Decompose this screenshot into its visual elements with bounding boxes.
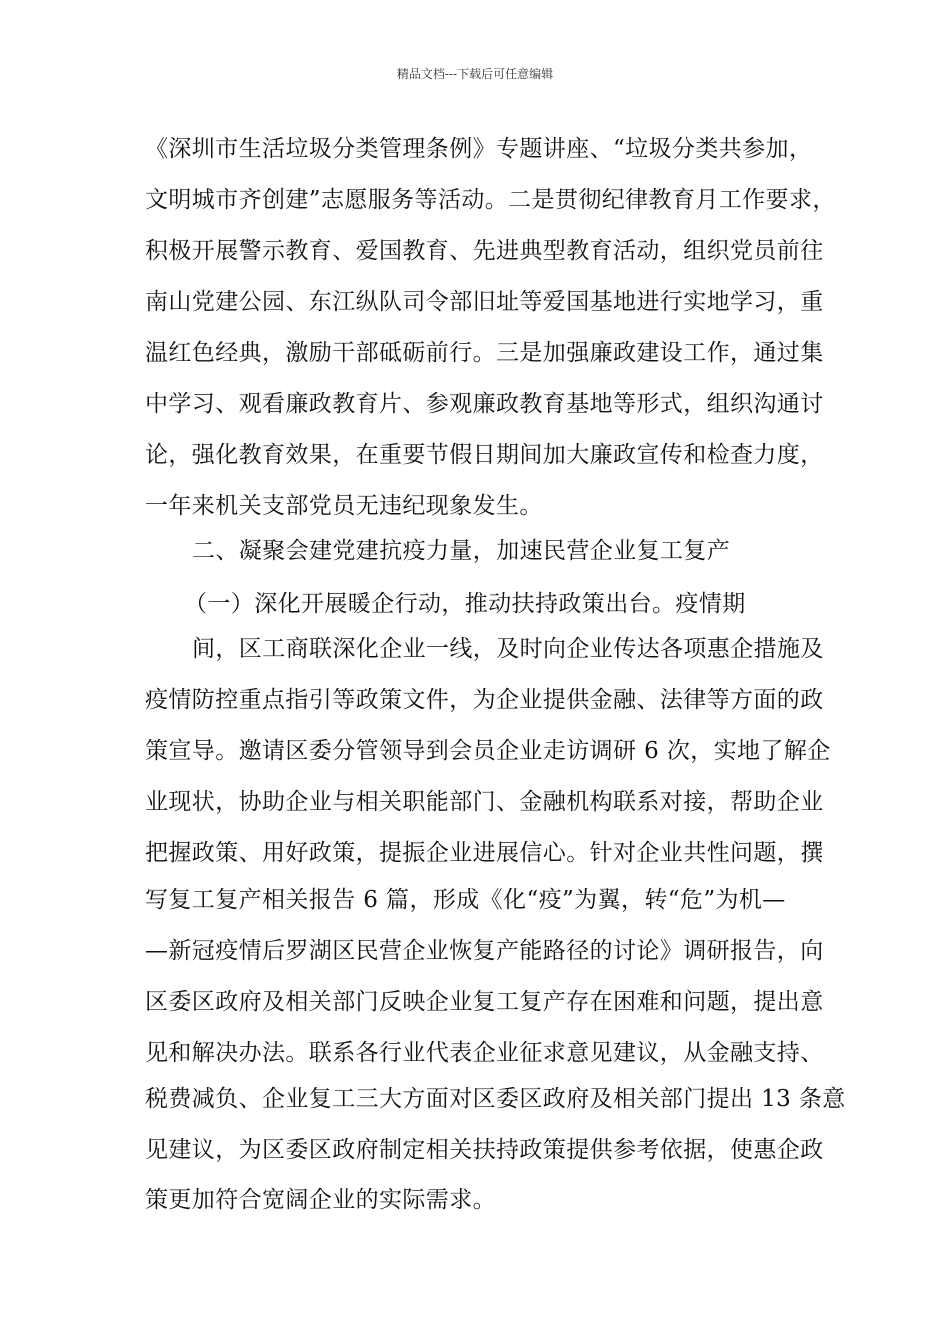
subsection-heading: （一）深化开展暖企行动，推动扶持政策出台。疫情期 [184,591,746,617]
body-line: 见和解决办法。联系各行业代表企业征求意见建议，从金融支持、 [145,1040,824,1066]
body-line: 南山党建公园、东江纵队司令部旧址等爱国基地进行实地学习，重 [145,289,824,315]
body-line: 把握政策、用好政策，提振企业进展信心。针对企业共性问题，撰 [145,840,824,866]
body-line: 策宣导。邀请区委分管领导到会员企业走访调研 6 次，实地了解企 [145,738,831,764]
body-line: 疫情防控重点指引等政策文件，为企业提供金融、法律等方面的政 [145,687,824,713]
body-line: —新冠疫情后罗湖区民营企业恢复产能路径的讨论》调研报告，向 [145,938,824,964]
body-line: 区委区政府及相关部门反映企业复工复产存在困难和问题，提出意 [145,989,824,1015]
body-line: 策更加符合宽阔企业的实际需求。 [145,1187,496,1213]
body-line: 论，强化教育效果，在重要节假日期间加大廉政宣传和检查力度， [145,442,824,468]
section-heading: 二、凝聚会建党建抗疫力量，加速民营企业复工复产 [192,538,731,564]
body-line: 业现状，协助企业与相关职能部门、金融机构联系对接，帮助企业 [145,789,824,815]
body-line: 《深圳市生活垃圾分类管理条例》专题讲座、“垃圾分类共参加， [145,136,813,162]
body-line: 税费减负、企业复工三大方面对区委区政府及相关部门提出 13 条意 [145,1086,846,1112]
body-line: 写复工复产相关报告 6 篇，形成《化“疫”为翼，转“危”为机— [145,887,786,913]
body-line: 中学习、观看廉政教育片、参观廉政教育基地等形式，组织沟通讨 [145,391,824,417]
page-header: 精品文档---下载后可任意编辑 [396,67,554,81]
body-line: 温红色经典，激励干部砥砺前行。三是加强廉政建设工作，通过集 [145,340,824,366]
body-line: 积极开展警示教育、爱国教育、先进典型教育活动，组织党员前往 [145,238,824,264]
body-line: 间，区工商联深化企业一线，及时向企业传达各项惠企措施及 [192,636,824,662]
body-line: 文明城市齐创建”志愿服务等活动。二是贯彻纪律教育月工作要求， [145,187,836,213]
body-line: 一年来机关支部党员无违纪现象发生。 [145,493,543,519]
body-line: 见建议，为区委区政府制定相关扶持政策提供参考依据，使惠企政 [145,1137,824,1163]
